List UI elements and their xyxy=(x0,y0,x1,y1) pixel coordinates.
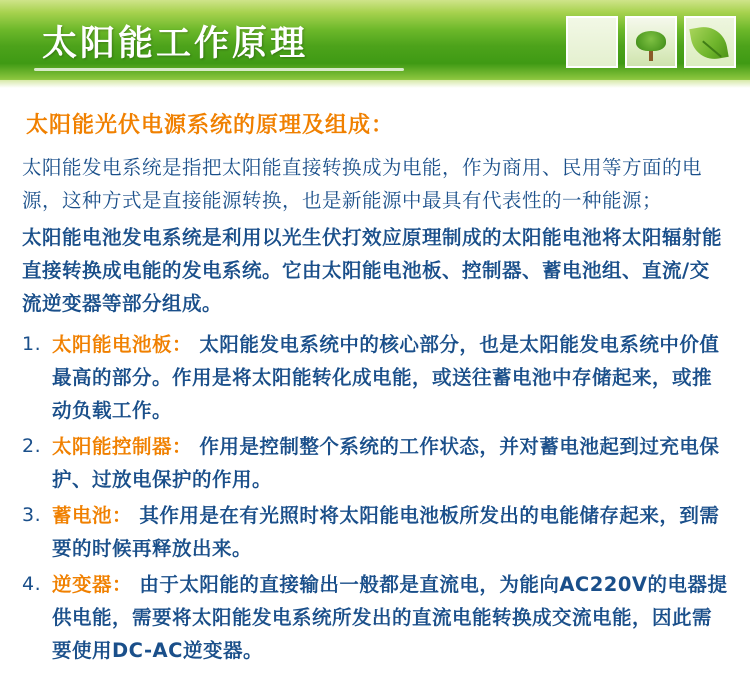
list-item xyxy=(22,568,728,667)
list-item-number: 4. xyxy=(22,573,42,595)
list-item-term: 太阳能电池板： xyxy=(52,333,193,356)
page-banner xyxy=(0,0,750,88)
list-item xyxy=(22,499,728,565)
list-item-body: 由于太阳能的直接输出一般都是直流电，为能向AC220V的电器提供电能，需要将太阳能发电系统所发出的直流电能转换成交流电能，因此需要使用DC-AC逆变器。 xyxy=(52,573,728,662)
thumbnail-leaf xyxy=(684,16,736,68)
list-item-number: 1. xyxy=(22,333,42,355)
list-item-number: 3. xyxy=(22,504,42,526)
paragraph-1: 太阳能发电系统是指把太阳能直接转换成为电能，作为商用、民用等方面的电源，这种方式是直接能源转换，也是新能源中最具有代表性的一种能源； xyxy=(22,156,703,212)
paragraph-2: 太阳能电池发电系统是利用以光生伏打效应原理制成的太阳能电池将太阳辐射能直接转换成电能的发电系统。它由太阳能电池板、控制器、蓄电池组、直流/交流逆变器等部分组成。 xyxy=(22,226,723,315)
list-item-term: 蓄电池： xyxy=(52,504,133,527)
section-title: 太阳能光伏电源系统的原理及组成： xyxy=(26,113,395,138)
list-item-term: 太阳能控制器： xyxy=(52,435,193,458)
list-item-body: 其作用是在有光照时将太阳能电池板所发出的电能储存起来，到需要的时候再释放出来。 xyxy=(52,504,720,560)
thumbnail-blank xyxy=(566,16,618,68)
title-underline xyxy=(34,68,404,71)
page-title: 太阳能工作原理 xyxy=(42,24,309,64)
list-item-term: 逆变器： xyxy=(52,573,133,596)
thumbnail-sprout xyxy=(625,16,677,68)
thumbnail-strip xyxy=(566,16,736,68)
list-item xyxy=(22,430,728,496)
article-content xyxy=(0,88,750,667)
list-item xyxy=(22,328,728,427)
list-item-body: 作用是控制整个系统的工作状态，并对蓄电池起到过充电保护、过放电保护的作用。 xyxy=(52,435,720,491)
component-list xyxy=(22,328,728,667)
list-item-number: 2. xyxy=(22,435,42,457)
list-item-body: 太阳能发电系统中的核心部分，也是太阳能发电系统中价值最高的部分。作用是将太阳能转化成电能，或送往蓄电池中存储起来，或推动负载工作。 xyxy=(52,333,720,422)
